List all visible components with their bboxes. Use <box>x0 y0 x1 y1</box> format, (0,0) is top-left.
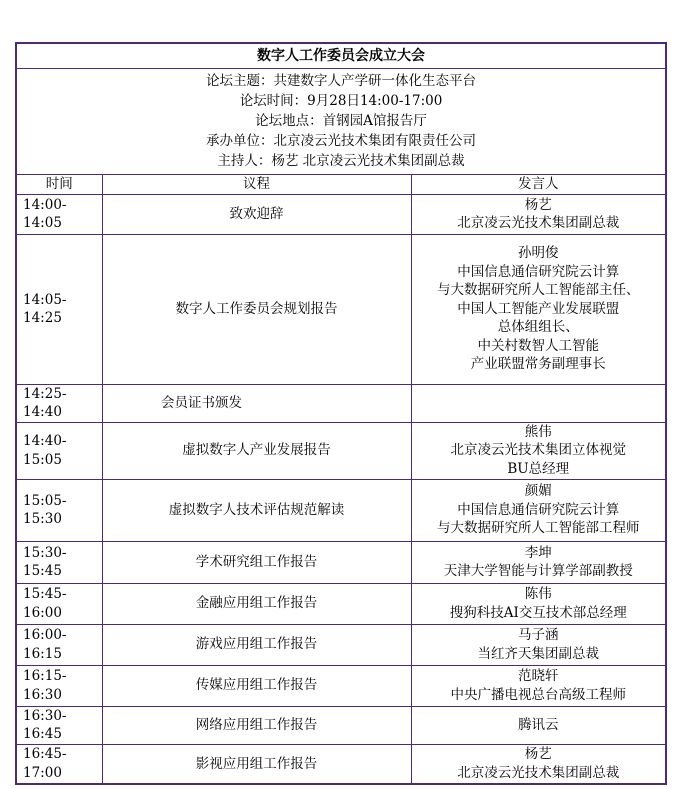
table-row <box>16 422 666 479</box>
speaker-cell <box>411 422 666 479</box>
table-row <box>16 744 666 784</box>
speaker-cell <box>411 194 666 234</box>
table-row <box>16 624 666 665</box>
speaker-title-line: 总体组组长、 <box>497 319 579 336</box>
speaker-cell <box>411 665 666 706</box>
speaker-name: 李坤 <box>524 544 552 561</box>
speaker-title-line: 北京凌云光技术集团副总裁 <box>457 764 620 781</box>
forum-location: 论坛地点：首钢园A馆报告厅 <box>255 113 427 129</box>
speaker-title-line: 中关村数智人工智能 <box>477 337 600 354</box>
agenda-cell: 虚拟数字人技术评估规范解读 <box>102 479 411 541</box>
speaker-name: 孙明俊 <box>518 245 559 262</box>
speaker-title-line: 北京凌云光技术集团副总裁 <box>457 215 620 231</box>
agenda-document <box>15 42 665 785</box>
agenda-cell: 致欢迎辞 <box>102 194 411 234</box>
agenda-cell: 传媒应用组工作报告 <box>102 665 411 706</box>
time-cell: 15:30-15:45 <box>16 541 102 583</box>
agenda-table <box>15 42 667 785</box>
forum-host: 主持人：杨艺 北京凌云光技术集团副总裁 <box>217 153 465 169</box>
time-cell: 15:45-16:00 <box>16 583 102 624</box>
speaker-name: 腾讯云 <box>518 716 559 733</box>
speaker-title-line: BU总经理 <box>507 460 570 477</box>
agenda-cell: 影视应用组工作报告 <box>102 744 411 784</box>
speaker-cell <box>411 744 666 784</box>
speaker-name: 杨艺 <box>524 746 552 763</box>
time-cell: 16:30-16:45 <box>16 706 102 744</box>
speaker-title-line: 中国人工智能产业发展联盟 <box>457 300 620 317</box>
speaker-title-line: 天津大学智能与计算学部副教授 <box>443 563 633 579</box>
table-row <box>16 706 666 744</box>
table-row <box>16 234 666 384</box>
speaker-title-line: 中国信息通信研究院云计算 <box>457 501 620 518</box>
forum-time: 论坛时间：9月28日14:00-17:00 <box>239 93 443 109</box>
agenda-cell: 虚拟数字人产业发展报告 <box>102 422 411 479</box>
speaker-cell <box>411 384 666 422</box>
speaker-cell <box>411 583 666 624</box>
table-header-row <box>16 175 666 195</box>
header-agenda: 议程 <box>102 175 411 195</box>
table-row <box>16 583 666 624</box>
page-title: 数字人工作委员会成立大会 <box>16 43 666 69</box>
header-time: 时间 <box>16 175 102 195</box>
agenda-cell: 金融应用组工作报告 <box>102 583 411 624</box>
speaker-cell <box>411 624 666 665</box>
table-row <box>16 479 666 541</box>
agenda-cell: 会员证书颁发 <box>102 384 411 422</box>
table-row <box>16 194 666 234</box>
speaker-cell <box>411 541 666 583</box>
speaker-name: 马子涵 <box>518 627 559 643</box>
table-row <box>16 541 666 583</box>
table-row <box>16 384 666 422</box>
agenda-cell: 游戏应用组工作报告 <box>102 624 411 665</box>
agenda-cell: 学术研究组工作报告 <box>102 541 411 583</box>
forum-organizer: 承办单位：北京凌云光技术集团有限责任公司 <box>206 133 477 149</box>
forum-theme: 论坛主题：共建数字人产学研一体化生态平台 <box>206 73 477 89</box>
time-cell: 14:00-14:05 <box>16 194 102 234</box>
speaker-title-line: 与大数据研究所人工智能部工程师 <box>437 520 640 537</box>
speaker-title-line: 当红齐天集团副总裁 <box>477 645 600 662</box>
time-cell: 15:05-15:30 <box>16 479 102 541</box>
time-cell: 16:45-17:00 <box>16 744 102 784</box>
time-cell: 14:25-14:40 <box>16 384 102 422</box>
speaker-title-line: 中国信息通信研究院云计算 <box>457 263 620 280</box>
speaker-title-line: 产业联盟常务副理事长 <box>470 356 606 373</box>
speaker-name: 范晓轩 <box>518 668 559 684</box>
speaker-name: 杨艺 <box>524 196 552 213</box>
speaker-title-line: 搜狗科技AI交互技术部总经理 <box>449 604 627 621</box>
speaker-cell <box>411 234 666 384</box>
speaker-title-line: 北京凌云光技术集团立体视觉 <box>450 442 627 459</box>
time-cell: 14:40-15:05 <box>16 422 102 479</box>
time-cell: 16:15-16:30 <box>16 665 102 706</box>
speaker-cell <box>411 706 666 744</box>
header-speaker: 发言人 <box>411 175 666 195</box>
agenda-cell: 数字人工作委员会规划报告 <box>102 234 411 384</box>
speaker-cell <box>411 479 666 541</box>
agenda-cell: 网络应用组工作报告 <box>102 706 411 744</box>
speaker-title-line: 中央广播电视总台高级工程师 <box>450 686 627 703</box>
speaker-name: 陈伟 <box>524 586 552 602</box>
speaker-name: 熊伟 <box>524 423 552 440</box>
forum-info <box>16 69 666 175</box>
table-row <box>16 665 666 706</box>
time-cell: 14:05-14:25 <box>16 234 102 384</box>
speaker-name: 颜媚 <box>524 483 552 500</box>
time-cell: 16:00-16:15 <box>16 624 102 665</box>
speaker-title-line: 与大数据研究所人工智能部主任、 <box>437 282 640 299</box>
